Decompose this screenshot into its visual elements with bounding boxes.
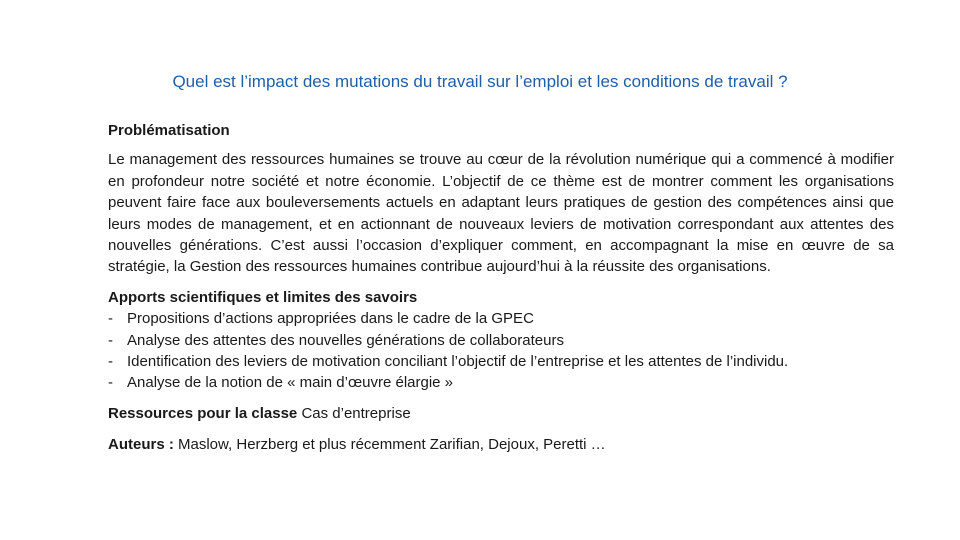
list-item-text: Analyse de la notion de « main d’œuvre élargie » — [127, 374, 454, 392]
ressources-value: Cas d’entreprise — [301, 404, 411, 422]
dash-bullet: - — [108, 310, 113, 328]
auteurs-value: Maslow, Herzberg et plus récemment Zarifian, Dejoux, Peretti … — [178, 436, 606, 454]
ressources-line — [108, 403, 894, 424]
auteurs-label: Auteurs : — [108, 436, 174, 454]
list-item-text: Identification des leviers de motivation conciliant l’objectif de l’entreprise et les attentes de l’individu. — [127, 353, 789, 371]
list-item — [108, 351, 894, 372]
dash-bullet: - — [108, 331, 113, 349]
apports-heading: Apports scientifiques et limites des savoirs — [108, 288, 418, 306]
list-item — [108, 372, 894, 393]
problematisation-heading: Problématisation — [108, 122, 230, 139]
problematisation-text: Le management des ressources humaines se trouve au cœur de la révolution numérique qui a commencé à modifier en profondeur notre société et notre économie. L’objectif de ce thème est de montrer comment les organisations peuvent faire face aux bouleversements actuels en adaptant leurs pratiques de gestion des compétences ainsi que leurs modes de management, et en actionnant de nouveaux leviers de motivation correspondant aux attentes des nouvelles générations. C’est aussi l’occasion d’expliquer comment, en accompagnant la mise en œuvre de sa stratégie, la Gestion des ressources humaines contribue aujourd’hui à la réussite des organisations. — [108, 151, 894, 276]
slide-content — [108, 120, 894, 456]
auteurs-line — [108, 434, 894, 455]
apports-section — [108, 287, 894, 394]
list-item-text: Analyse des attentes des nouvelles générations de collaborateurs — [127, 331, 564, 349]
ressources-label: Ressources pour la classe — [108, 404, 298, 422]
dash-bullet: - — [108, 374, 113, 392]
apports-list — [108, 308, 894, 394]
list-item — [108, 330, 894, 351]
dash-bullet: - — [108, 353, 113, 371]
slide-title: Quel est l’impact des mutations du travail sur l’emploi et les conditions de travail ? — [172, 72, 788, 91]
list-item — [108, 308, 894, 329]
list-item-text: Propositions d’actions appropriées dans le cadre de la GPEC — [127, 310, 534, 328]
